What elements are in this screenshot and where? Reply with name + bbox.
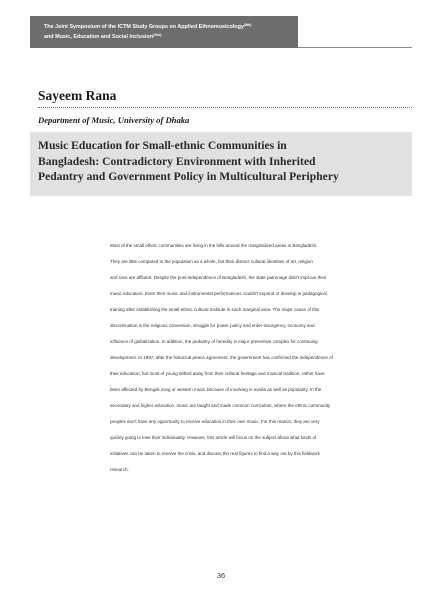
abstract-line: research. [110,467,129,472]
running-header-sup-2: (2nd) [153,33,162,37]
running-header-text-1: The Joint Symposium of the ICTM Study Groups on Applied Ethnomusicology [44,24,244,30]
abstract-line: been affected by Bengali song or western music because of involving in media as well as popularity. In the [110,387,322,392]
page-number: 36 [216,571,226,580]
author-affiliation: Department of Music, University of Dhaka [38,115,190,125]
running-header-line-1 [44,21,298,31]
abstract-line: discrimination is the religious conversion, struggle for power policy and enter-insurgency, economy and [110,323,315,328]
paper-title [30,132,412,196]
paper-title-line: Pedantry and Government Policy in Multicultural Periphery [38,170,339,183]
running-header-text-2: and Music, Education and Social Inclusion [44,34,154,40]
abstract-line: influence of globalization. In addition, the pedantry of heredity is major preventive complex for continuing [110,339,318,344]
paper-title-line: Music Education for Small-ethnic Communities in [38,139,287,152]
abstract-line: their education, but most of young drifted away from their cultural heritage and musical tradition, rather have [110,371,325,376]
abstract-line: Most of the small ethnic communities are living in the hills around the marginalized areas in Bangladesh. [110,243,318,248]
abstract-line: training after establishing the small-ethnic cultural Institute in each marginal area. The major cause of this [110,307,320,312]
running-header [30,16,298,48]
abstract-line: and race are affluent. Despite the post-independence of Bangladesh, the state patronage didn't improve their [110,275,327,280]
abstract-line: development. In 1997, after the historical peace agreement, the government has confirmed the independence of [110,355,333,360]
abstract-line: music education. Even their music and instrumental performances couldn't expand or develop in pedagogical [110,291,327,296]
abstract-line: quickly going to lose their individuality. However, this article will focus on the subject about what kinds of [110,435,317,440]
running-header-line-2 [44,31,298,41]
abstract-line: peoples don't have any opportunity to receive education in their own music. For this reason, they are very [110,419,320,424]
running-header-sup-1: (8th) [243,23,252,27]
paper-title-line: Bangladesh: Contradictory Environment with Inherited [38,154,316,168]
abstract-line: initiatives can be taken to resolve the crisis, and discuss the real figures to find a way out by this fieldwork [110,451,320,456]
header-rule [298,47,412,48]
author-divider [38,107,412,108]
abstract-line: secondary and higher education, music are taught and made common curriculum, where the ethnic community [110,403,331,408]
abstract-line: They are little compared to the population as a whole, but their distinct cultural identities of art, religion [110,259,313,264]
abstract [110,240,370,480]
author-name: Sayeem Rana [38,88,117,103]
